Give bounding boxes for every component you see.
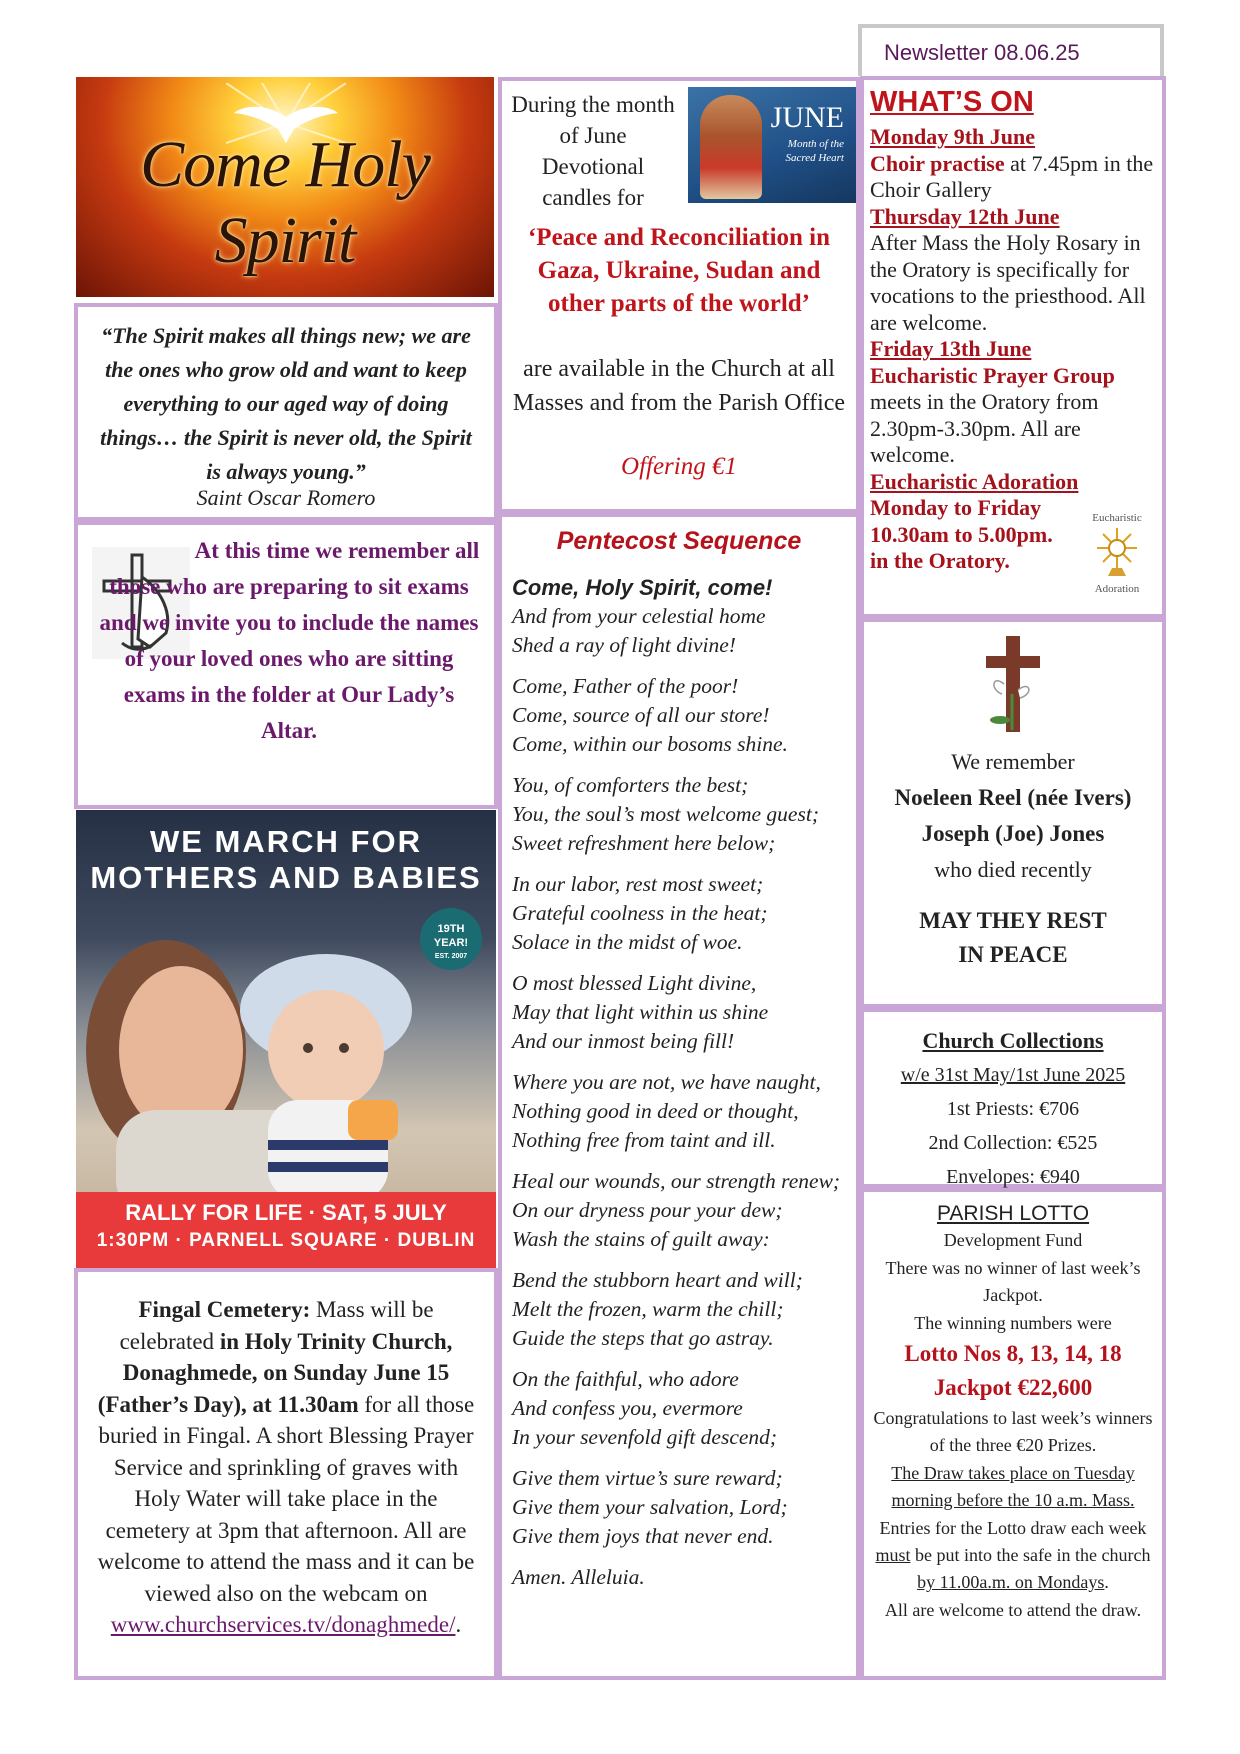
pentecost-line: Give them virtue’s sure reward; xyxy=(512,1466,783,1490)
church-collections-box xyxy=(860,1008,1166,1188)
badge-line3: EST. 2007 xyxy=(434,953,468,960)
event-date-1: Monday 9th June xyxy=(870,124,1036,149)
lotto-must: must xyxy=(875,1545,911,1566)
event-3-details: meets in the Oratory from 2.30pm-3.30pm. All are welcome. xyxy=(870,389,1099,467)
whats-on-box xyxy=(860,76,1166,618)
adoration-icon xyxy=(1086,512,1148,596)
pentecost-line: Come, Father of the poor! xyxy=(512,674,739,698)
event-date-2: Thursday 12th June xyxy=(870,203,1060,229)
pentecost-line: In our labor, rest most sweet; xyxy=(512,872,764,896)
rest-line-2: IN PEACE xyxy=(958,942,1068,967)
monstrance-icon xyxy=(1086,524,1148,578)
come-holy-spirit-banner xyxy=(76,77,494,297)
lotto-line-3: The winning numbers were xyxy=(914,1312,1112,1333)
pentecost-line: You, the soul’s most welcome guest; xyxy=(512,802,819,826)
rally-location: 1:30PM · PARNELL SQUARE · DUBLIN xyxy=(96,1230,476,1251)
sacred-heart-image-title: JUNE xyxy=(770,101,844,134)
poster-heading xyxy=(76,824,496,896)
remember-intro: We remember xyxy=(951,749,1075,774)
sacred-heart-image xyxy=(688,87,856,203)
whats-on-title: WHAT’S ON xyxy=(870,86,1034,118)
candle-intention: ‘Peace and Reconciliation in Gaza, Ukraine, Sudan and other parts of the world’ xyxy=(527,224,831,317)
collection-line-3: Envelopes: €940 xyxy=(946,1166,1080,1188)
collection-line-1: 1st Priests: €706 xyxy=(946,1098,1080,1120)
webcam-link[interactable]: www.churchservices.tv/donaghmede/ xyxy=(110,1612,456,1637)
exams-text xyxy=(94,533,484,749)
poster-heading-line2: MOTHERS AND BABIES xyxy=(90,860,482,895)
poster-heading-line1: WE MARCH FOR xyxy=(150,824,422,859)
pentecost-line: On our dryness pour your dew; xyxy=(512,1198,783,1222)
pentecost-line: Guide the steps that go astray. xyxy=(512,1326,774,1350)
event-1-details: at 7.45pm in the Choir Gallery xyxy=(870,150,1154,202)
pentecost-line: Grateful coolness in the heat; xyxy=(512,901,768,925)
collections-text xyxy=(864,1024,1162,1194)
candle-availability: are available in the Church at all Masses and from the Parish Office xyxy=(512,356,846,416)
lotto-draw-info xyxy=(868,1460,1158,1597)
sacred-heart-image-subtitle xyxy=(785,137,844,165)
pentecost-stanza xyxy=(512,602,850,660)
pentecost-line: Bend the stubborn heart and will; xyxy=(512,1268,803,1292)
image-sub-line2: Sacred Heart xyxy=(785,152,844,164)
poster-footer xyxy=(76,1192,496,1268)
quote-text: “The Spirit makes all things new; we are the ones who grow old and want to keep everything to our aged way of doing things… the Spirit is never old, the Spirit is always young.” xyxy=(100,323,472,484)
pentecost-line: Sweet refreshment here below; xyxy=(512,831,776,855)
pentecost-line: May that light within us shine xyxy=(512,1000,769,1024)
exams-message: At this time we remember all those who are preparing to sit exams and we invite you to include the names of your loved ones who are sitting exams in the folder at Our Lady’s Altar. xyxy=(99,538,480,743)
june-candles-box xyxy=(498,77,860,513)
badge-line1: 19TH xyxy=(437,923,465,935)
pentecost-stanza xyxy=(512,672,850,759)
pentecost-line: Wash the stains of guilt away: xyxy=(512,1227,770,1251)
candle-offering: Offering €1 xyxy=(621,453,737,480)
pentecost-line: Come, source of all our store! xyxy=(512,703,770,727)
lotto-line-8: All are welcome to attend the draw. xyxy=(884,1599,1142,1620)
pentecost-line: Nothing good in deed or thought, xyxy=(512,1099,799,1123)
romero-quote-box xyxy=(74,303,498,521)
fingal-text xyxy=(90,1294,482,1641)
adoration-label-2: Adoration xyxy=(1094,583,1140,595)
pentecost-stanza xyxy=(512,1464,850,1551)
event-title-4: Eucharistic Adoration xyxy=(870,468,1079,494)
cross-with-lily-icon xyxy=(982,634,1042,734)
collection-line-2: 2nd Collection: €525 xyxy=(928,1132,1098,1154)
pentecost-title: Pentecost Sequence xyxy=(556,527,802,555)
parish-lotto-box xyxy=(860,1188,1166,1680)
fingal-label: Fingal Cemetery: xyxy=(138,1297,311,1322)
march-for-life-poster xyxy=(76,810,496,1268)
pentecost-line: You, of comforters the best; xyxy=(512,773,749,797)
pentecost-stanza xyxy=(512,771,850,858)
june-intro: During the month of June Devotional candles for xyxy=(511,92,675,210)
rally-date: RALLY FOR LIFE · SAT, 5 JULY xyxy=(125,1200,447,1225)
pentecost-stanza xyxy=(512,870,850,957)
pentecost-line: Give them your salvation, Lord; xyxy=(512,1495,788,1519)
lotto-deadline: by 11.00a.m. on Mondays xyxy=(917,1572,1105,1593)
event-date-3: Friday 13th June xyxy=(870,336,1032,361)
year-badge xyxy=(420,908,482,970)
pentecost-line: On the faithful, who adore xyxy=(512,1367,739,1391)
event-1-title: Choir practise xyxy=(870,150,1005,176)
collections-title: Church Collections xyxy=(922,1028,1104,1053)
lotto-line-4: Congratulations to last week’s winners of the three €20 Prizes. xyxy=(873,1408,1153,1456)
lotto-jackpot: Jackpot €22,600 xyxy=(933,1375,1093,1401)
pentecost-body xyxy=(512,573,850,1604)
rest-in-peace xyxy=(864,904,1162,972)
remember-died: who died recently xyxy=(934,857,1092,882)
quote-author: Saint Oscar Romero xyxy=(196,485,376,510)
pentecost-stanzas xyxy=(512,602,850,1592)
event-2: After Mass the Holy Rosary in the Oratory is specifically for vocations to the priesthood. All are welcome. xyxy=(870,230,1146,335)
newsletter-date-tab xyxy=(858,24,1164,76)
pentecost-sequence-box xyxy=(498,513,860,1680)
pentecost-line: Melt the frozen, warm the chill; xyxy=(512,1297,784,1321)
pentecost-stanza xyxy=(512,1068,850,1155)
pentecost-line: Heal our wounds, our strength renew; xyxy=(512,1169,841,1193)
collections-week: w/e 31st May/1st June 2025 xyxy=(900,1064,1126,1086)
fingal-text-1: Mass will be celebrated xyxy=(119,1297,434,1354)
pentecost-line: And confess you, evermore xyxy=(512,1396,743,1420)
lotto-line-7: . xyxy=(1104,1572,1109,1593)
pentecost-line: And from your celestial home xyxy=(512,604,766,628)
newsletter-date: Newsletter 08.06.25 xyxy=(884,40,1080,65)
fingal-text-2: for all those buried in Fingal. A short Blessing Prayer Service and sprinkling of graves with Holy Water will take place in the cemetery at 3pm that afternoon. All are welcome to attend the mass and it can be viewed also on the webcam on xyxy=(97,1391,475,1606)
lotto-line-6: be put into the safe in the church xyxy=(910,1545,1151,1566)
rest-line-1: MAY THEY REST xyxy=(919,908,1107,933)
event-1 xyxy=(870,151,1156,204)
pentecost-line: Give them joys that never end. xyxy=(512,1524,774,1548)
deceased-name-2: Joseph (Joe) Jones xyxy=(921,821,1105,846)
lotto-line-2: There was no winner of last week’s Jackpot. xyxy=(885,1257,1141,1306)
sacred-heart-figure xyxy=(700,95,762,199)
exams-notice-box xyxy=(74,521,498,809)
pentecost-line: Solace in the midst of woe. xyxy=(512,930,743,954)
pentecost-stanza xyxy=(512,1167,850,1254)
pentecost-line: Nothing free from taint and ill. xyxy=(512,1128,776,1152)
image-sub-line1: Month of the xyxy=(787,138,844,150)
whats-on-content xyxy=(870,124,1156,575)
pentecost-line: Amen. Alleluia. xyxy=(512,1565,645,1589)
lotto-line-1: Development Fund xyxy=(943,1230,1083,1251)
fingal-cemetery-box xyxy=(74,1268,498,1680)
lotto-numbers: Lotto Nos 8, 13, 14, 18 xyxy=(904,1341,1122,1367)
pentecost-line: Where you are not, we have naught, xyxy=(512,1070,821,1094)
badge-line2: YEAR! xyxy=(433,937,469,949)
lotto-draw-time: The Draw takes place on Tuesday morning before the 10 a.m. Mass. xyxy=(891,1462,1135,1511)
pentecost-line: Come, within our bosoms shine. xyxy=(512,732,788,756)
lotto-title: PARISH LOTTO xyxy=(936,1202,1090,1225)
deceased-name-1: Noeleen Reel (née Ivers) xyxy=(894,785,1132,810)
event-3-title: Eucharistic Prayer Group xyxy=(870,362,1115,388)
adoration-label-1: Eucharistic xyxy=(1092,512,1142,524)
remember-text xyxy=(864,744,1162,972)
pentecost-stanza xyxy=(512,1365,850,1452)
fingal-bold-details: in Holy Trinity Church, Donaghmede, on Sunday June 15 (Father’s Day), at 11.30am xyxy=(97,1328,453,1417)
pentecost-line: And our inmost being fill! xyxy=(512,1029,735,1053)
pentecost-line: O most blessed Light divine, xyxy=(512,971,757,995)
pentecost-stanza xyxy=(512,969,850,1056)
banner-title: Come Holy Spirit xyxy=(140,128,430,277)
we-remember-box xyxy=(860,618,1166,1008)
lotto-text xyxy=(868,1200,1158,1624)
pentecost-line: In your sevenfold gift descend; xyxy=(512,1425,778,1449)
pentecost-stanza xyxy=(512,1563,850,1592)
event-4: Monday to Friday 10.30am to 5.00pm. in the Oratory. xyxy=(870,495,1053,573)
pentecost-line: Shed a ray of light divine! xyxy=(512,633,736,657)
event-3 xyxy=(870,363,1156,469)
pentecost-stanza xyxy=(512,1266,850,1353)
lotto-line-5: Entries for the Lotto draw each week xyxy=(879,1517,1147,1538)
fingal-end: . xyxy=(455,1612,462,1637)
pentecost-first-line: Come, Holy Spirit, come! xyxy=(512,575,773,600)
